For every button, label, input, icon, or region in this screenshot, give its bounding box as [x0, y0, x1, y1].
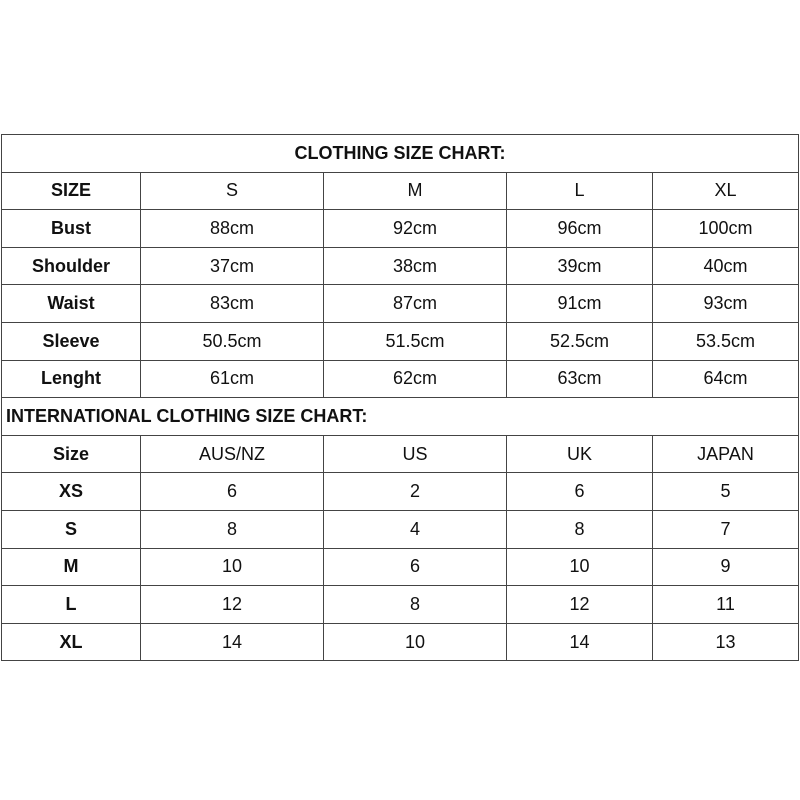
column-header: XL [653, 172, 799, 210]
table-row [2, 586, 799, 624]
clothing-chart-title-row [2, 135, 799, 173]
table-cell: 39cm [507, 247, 653, 285]
table-row [2, 285, 799, 323]
column-header: Size [2, 435, 141, 473]
international-chart-title-row [2, 398, 799, 436]
table-cell: 6 [141, 473, 324, 511]
clothing-chart-header-row [2, 172, 799, 210]
table-cell: 7 [653, 510, 799, 548]
row-label: Lenght [2, 360, 141, 398]
table-cell: 6 [507, 473, 653, 511]
row-label: XL [2, 623, 141, 661]
table-cell: 4 [324, 510, 507, 548]
table-cell: 91cm [507, 285, 653, 323]
international-chart-header-row [2, 435, 799, 473]
row-label: XS [2, 473, 141, 511]
table-cell: 5 [653, 473, 799, 511]
row-label: Waist [2, 285, 141, 323]
table-cell: 8 [141, 510, 324, 548]
table-row [2, 360, 799, 398]
table-cell: 13 [653, 623, 799, 661]
table-row [2, 322, 799, 360]
table-cell: 9 [653, 548, 799, 586]
table-cell: 61cm [141, 360, 324, 398]
column-header: UK [507, 435, 653, 473]
row-label: Sleeve [2, 322, 141, 360]
table-row [2, 247, 799, 285]
table-cell: 87cm [324, 285, 507, 323]
table-cell: 37cm [141, 247, 324, 285]
table-row [2, 210, 799, 248]
column-header: S [141, 172, 324, 210]
table-cell: 2 [324, 473, 507, 511]
table-cell: 6 [324, 548, 507, 586]
table-cell: 50.5cm [141, 322, 324, 360]
table-cell: 63cm [507, 360, 653, 398]
table-row [2, 473, 799, 511]
table-cell: 12 [141, 586, 324, 624]
table-cell: 64cm [653, 360, 799, 398]
table-cell: 53.5cm [653, 322, 799, 360]
table-cell: 14 [141, 623, 324, 661]
column-header: SIZE [2, 172, 141, 210]
column-header: L [507, 172, 653, 210]
table-cell: 96cm [507, 210, 653, 248]
column-header: M [324, 172, 507, 210]
table-cell: 88cm [141, 210, 324, 248]
table-cell: 51.5cm [324, 322, 507, 360]
size-chart-table [1, 134, 799, 661]
table-row [2, 510, 799, 548]
table-row [2, 548, 799, 586]
table-cell: 100cm [653, 210, 799, 248]
row-label: S [2, 510, 141, 548]
table-cell: 10 [324, 623, 507, 661]
table-cell: 93cm [653, 285, 799, 323]
table-cell: 12 [507, 586, 653, 624]
table-cell: 83cm [141, 285, 324, 323]
table-cell: 10 [507, 548, 653, 586]
row-label: Bust [2, 210, 141, 248]
table-cell: 62cm [324, 360, 507, 398]
table-cell: 8 [324, 586, 507, 624]
table-cell: 10 [141, 548, 324, 586]
international-chart-title: INTERNATIONAL CLOTHING SIZE CHART: [2, 398, 799, 436]
table-cell: 8 [507, 510, 653, 548]
row-label: L [2, 586, 141, 624]
table-cell: 52.5cm [507, 322, 653, 360]
table-cell: 92cm [324, 210, 507, 248]
table-cell: 11 [653, 586, 799, 624]
column-header: US [324, 435, 507, 473]
table-cell: 38cm [324, 247, 507, 285]
table-cell: 14 [507, 623, 653, 661]
table-row [2, 623, 799, 661]
row-label: Shoulder [2, 247, 141, 285]
column-header: AUS/NZ [141, 435, 324, 473]
row-label: M [2, 548, 141, 586]
table-cell: 40cm [653, 247, 799, 285]
clothing-chart-title: CLOTHING SIZE CHART: [2, 135, 799, 173]
column-header: JAPAN [653, 435, 799, 473]
